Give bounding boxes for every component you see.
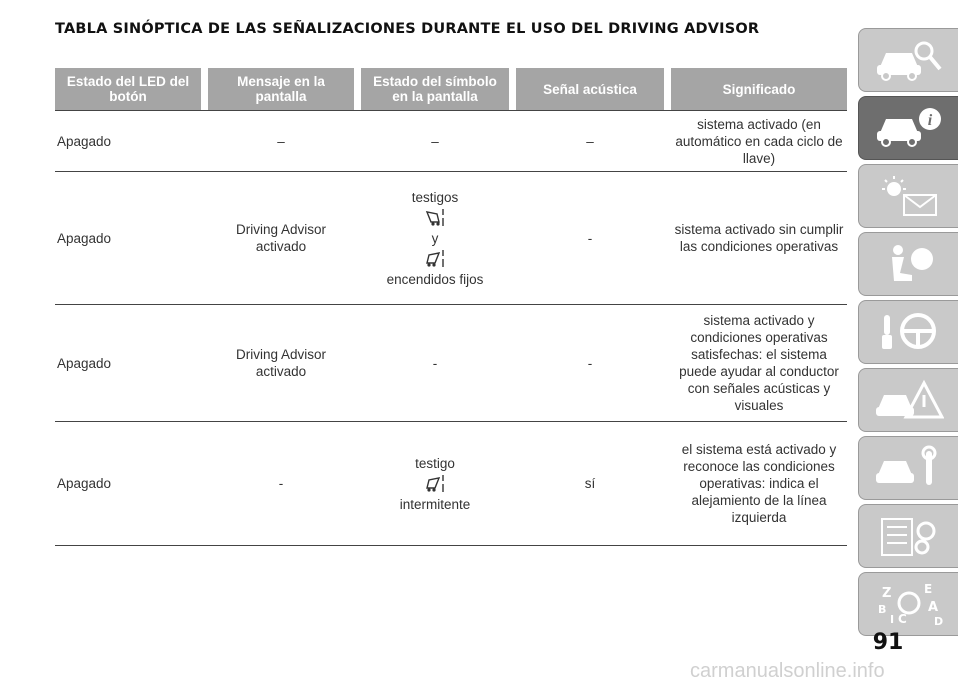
svg-text:i: i bbox=[927, 112, 932, 129]
cell-symbol bbox=[361, 172, 509, 305]
header-sound: Señal acústica bbox=[516, 68, 664, 110]
airbag-seat-icon bbox=[874, 241, 944, 287]
lane-departure-left-icon bbox=[424, 474, 446, 494]
alphabetical-index-icon bbox=[874, 581, 944, 627]
page-title: TABLA SINÓPTICA DE LAS SEÑALIZACIONES DURANTE EL USO DEL DRIVING ADVISOR bbox=[55, 21, 760, 37]
header-message: Mensaje en la pantalla bbox=[208, 68, 354, 110]
car-search-icon bbox=[874, 37, 944, 83]
table-header-row bbox=[55, 68, 847, 110]
lane-departure-left-icon bbox=[424, 249, 446, 269]
svg-text:D: D bbox=[933, 615, 943, 627]
svg-text:B: B bbox=[877, 603, 886, 616]
tab-car-search[interactable] bbox=[858, 28, 958, 92]
car-info-icon bbox=[874, 105, 944, 151]
symbol-text-mid: y bbox=[431, 230, 439, 246]
tab-maintenance[interactable] bbox=[858, 436, 958, 500]
cell-meaning: sistema activado sin cumplir las condiciones operativas bbox=[671, 172, 847, 305]
cell-meaning: sistema activado (en automático en cada ciclo de llave) bbox=[671, 110, 847, 172]
table-row bbox=[55, 110, 847, 172]
table-row bbox=[55, 172, 847, 305]
watermark: carmanualsonline.info bbox=[690, 660, 885, 682]
symbol-text: - bbox=[432, 355, 438, 371]
cell-led: Apagado bbox=[55, 422, 201, 546]
cell-message: Driving Advisor activado bbox=[208, 305, 354, 422]
car-service-wrench-icon bbox=[874, 445, 944, 491]
symbol-text-top: testigos bbox=[411, 189, 459, 205]
symbol-text: – bbox=[431, 133, 439, 149]
tab-warning-lights[interactable] bbox=[858, 164, 958, 228]
tab-start-drive[interactable] bbox=[858, 300, 958, 364]
car-warning-triangle-icon bbox=[874, 377, 944, 423]
cell-meaning: el sistema está activado y reconoce las condiciones operativas: indica el alejamiento de la línea izquierda bbox=[671, 422, 847, 546]
steering-wheel-key-icon bbox=[874, 309, 944, 355]
cell-symbol bbox=[361, 305, 509, 422]
header-symbol: Estado del símbolo en la pantalla bbox=[361, 68, 509, 110]
cell-message: – bbox=[208, 110, 354, 172]
cell-led: Apagado bbox=[55, 110, 201, 172]
page-number: 91 bbox=[872, 630, 904, 655]
cell-sound: – bbox=[516, 110, 664, 172]
cell-led: Apagado bbox=[55, 172, 201, 305]
symbol-text-bottom: encendidos fijos bbox=[386, 271, 484, 287]
chapter-sidebar bbox=[858, 28, 960, 640]
svg-text:E: E bbox=[923, 582, 932, 596]
header-led: Estado del LED del botón bbox=[55, 68, 201, 110]
cell-sound: sí bbox=[516, 422, 664, 546]
lane-departure-right-icon bbox=[424, 208, 446, 228]
signals-table bbox=[55, 68, 847, 546]
cell-meaning: sistema activado y condiciones operativas satisfechas: el sistema puede ayudar al conductor con señales acústicas y visuales bbox=[671, 305, 847, 422]
table-row bbox=[55, 422, 847, 546]
cell-symbol bbox=[361, 422, 509, 546]
cell-sound: - bbox=[516, 172, 664, 305]
tab-car-info[interactable] bbox=[858, 96, 958, 160]
table-row bbox=[55, 305, 847, 422]
svg-text:I: I bbox=[889, 613, 894, 626]
tab-emergency[interactable] bbox=[858, 368, 958, 432]
cell-message: - bbox=[208, 422, 354, 546]
symbol-text-top: testigo bbox=[415, 455, 455, 471]
tab-index[interactable] bbox=[858, 572, 958, 636]
warning-light-mail-icon bbox=[874, 173, 944, 219]
svg-text:Z: Z bbox=[881, 586, 891, 601]
symbol-text-bottom: intermitente bbox=[399, 496, 471, 512]
cell-message: Driving Advisor activado bbox=[208, 172, 354, 305]
tab-technical-data[interactable] bbox=[858, 504, 958, 568]
cell-symbol bbox=[361, 110, 509, 172]
tab-safety[interactable] bbox=[858, 232, 958, 296]
svg-text:C: C bbox=[897, 612, 907, 626]
svg-text:A: A bbox=[927, 600, 938, 615]
checklist-gears-icon bbox=[874, 513, 944, 559]
cell-sound: - bbox=[516, 305, 664, 422]
cell-led: Apagado bbox=[55, 305, 201, 422]
header-meaning: Significado bbox=[671, 68, 847, 110]
